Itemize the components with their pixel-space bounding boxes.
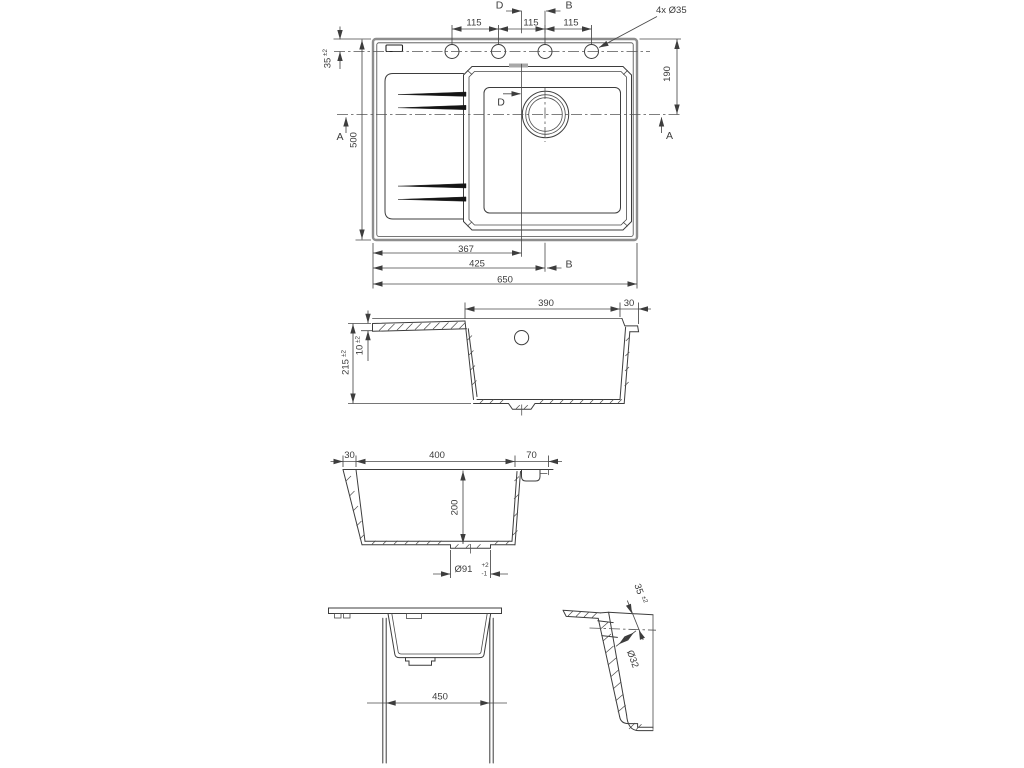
dim-500: 500 <box>348 132 360 148</box>
section-b-label-bottom: B <box>565 258 573 271</box>
section-b-outline <box>343 470 553 549</box>
overflow-axis <box>590 628 657 630</box>
dim-190: 190 <box>662 66 673 82</box>
deck-slab <box>329 608 502 614</box>
dim-35-offset-tol: ±2 <box>322 49 329 56</box>
dim-650: 650 <box>497 274 513 286</box>
logo-plate <box>386 45 403 52</box>
dim-drain-91-tol-plus: +2 <box>481 562 489 569</box>
section-cut-lines <box>522 11 546 272</box>
top-view-dimension-lines <box>334 11 682 289</box>
section-a-label-left: A <box>336 131 344 143</box>
dim-450: 450 <box>432 691 448 703</box>
drainboard-grooves <box>398 92 466 201</box>
section-b-dimension-lines <box>331 456 563 579</box>
dim-drain-91-tol-minus: -1 <box>481 570 488 578</box>
detail-arrowheads <box>617 604 645 647</box>
front-cabinet-view <box>329 608 508 763</box>
dim-400: 400 <box>429 450 445 461</box>
dim-hole-spacing-3: 115 <box>563 17 579 29</box>
overflow-mark <box>509 64 528 68</box>
section-d-label-top: D <box>495 0 504 12</box>
detail-outline <box>563 610 653 730</box>
bowl-under-deck <box>388 614 491 666</box>
dim-35-offset: 35 <box>322 57 334 69</box>
top-view <box>322 0 687 289</box>
section-b-label-top: B <box>565 0 573 12</box>
mounting-tabs <box>335 614 422 619</box>
dim-drain-91: Ø91 <box>454 564 473 575</box>
dim-215-tol: ±2 <box>340 350 348 357</box>
overflow-hole-section <box>515 331 529 345</box>
section-a-view <box>341 298 652 416</box>
dim-200: 200 <box>449 499 461 516</box>
dim-hole-spacing-1: 115 <box>466 17 482 29</box>
top-view-centerlines <box>334 52 681 143</box>
dim-hole-spacing-2: 115 <box>523 17 539 29</box>
dim-367: 367 <box>458 244 474 255</box>
dim-10: 10 <box>354 344 366 356</box>
dim-35-overflow-tol: ±2 <box>639 595 649 604</box>
section-a-label-right: A <box>665 130 674 142</box>
section-b-arrowheads <box>334 459 559 577</box>
section-b-view <box>331 450 563 578</box>
section-a-dimension-lines <box>348 303 651 404</box>
section-a-hatching <box>379 322 630 409</box>
dim-70: 70 <box>526 450 537 461</box>
dim-30-front-rim: 30 <box>344 450 355 461</box>
section-d-label-bowl: D <box>497 96 505 109</box>
sink-outer-edge <box>373 39 637 240</box>
dim-35-overflow: 35 <box>631 582 646 596</box>
dim-overflow-32: Ø32 <box>624 648 641 670</box>
dim-215: 215 <box>340 359 352 375</box>
section-b-hatching <box>346 476 519 548</box>
dim-425: 425 <box>469 258 485 270</box>
bowl-rim-corner-seams <box>468 71 628 227</box>
tap-holes-note: 4x Ø35 <box>656 5 687 16</box>
dim-390: 390 <box>538 298 554 309</box>
overflow-detail-view <box>563 582 656 730</box>
dim-10-tol: ±2 <box>354 336 362 343</box>
dim-30-rim: 30 <box>623 298 635 309</box>
section-a-arrowheads <box>350 306 648 403</box>
section-a-outline <box>373 319 639 410</box>
